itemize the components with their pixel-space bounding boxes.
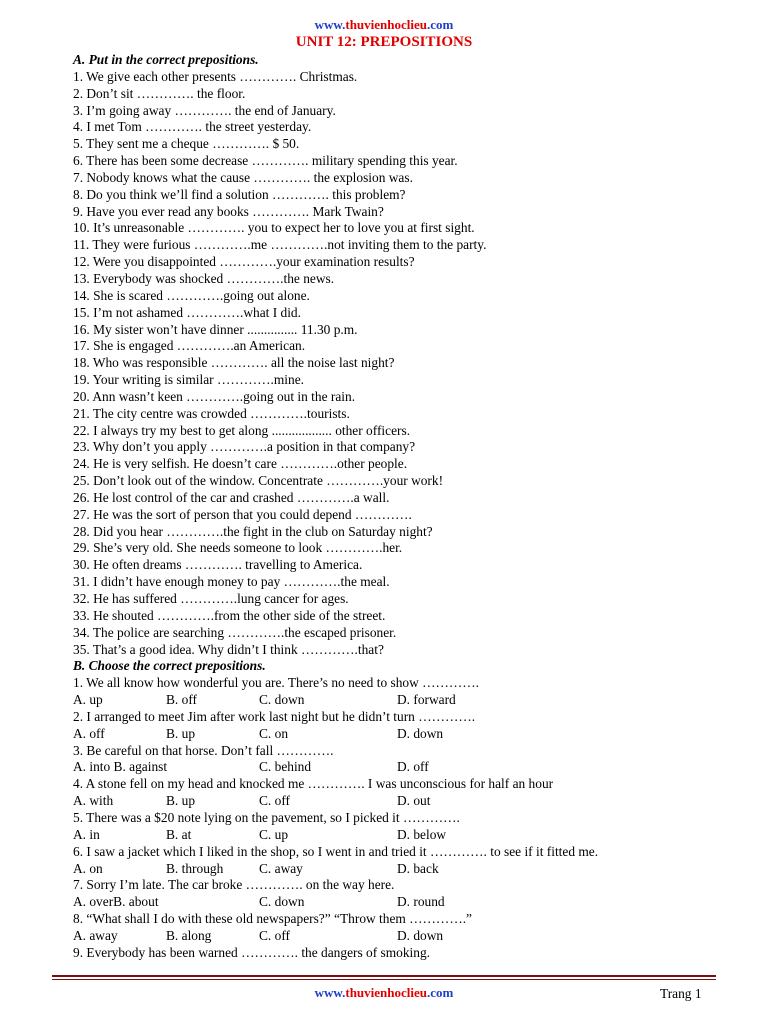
option-c: C. on [259, 725, 289, 741]
header-url-suffix: .com [426, 17, 454, 32]
question-text: 8. “What shall I do with these old newspapers?” “Throw them ………….” [73, 911, 473, 927]
section-a-item: 26. He lost control of the car and crashed ………….a wall. [73, 489, 390, 505]
answer-options [73, 726, 723, 743]
section-a-item: 15. I’m not ashamed ………….what I did. [73, 304, 301, 320]
section-a-item: 27. He was the sort of person that you could depend …………. [73, 506, 412, 522]
section-a-item: 10. It’s unreasonable …………. you to expect her to love you at first sight. [73, 220, 475, 236]
section-a-item: 31. I didn’t have enough money to pay ………….the meal. [73, 574, 390, 590]
option-a-b: A. overB. about [73, 894, 159, 910]
footer-divider-thin [52, 979, 716, 980]
question-text: 7. Sorry I’m late. The car broke …………. on the way here. [73, 877, 395, 893]
section-a-item: 19. Your writing is similar ………….mine. [73, 372, 304, 388]
option-c: C. off [259, 927, 290, 943]
answer-options [73, 793, 723, 810]
section-a-item: 11. They were furious ………….me ………….not inviting them to the party. [73, 237, 487, 253]
question-text: 4. A stone fell on my head and knocked me …………. I was unconscious for half an hour [73, 776, 554, 792]
option-d: D. down [397, 927, 444, 943]
section-a-item: 8. Do you think we’ll find a solution …………. this problem? [73, 186, 406, 202]
option-b: B. through [166, 860, 224, 876]
header-url-domain: thuvienhoclieu [345, 17, 427, 32]
section-a-item: 32. He has suffered ………….lung cancer for ages. [73, 591, 349, 606]
section-a-item: 25. Don’t look out of the window. Concentrate ………….your work! [73, 473, 444, 489]
section-a-heading: A. Put in the correct prepositions. [73, 52, 259, 67]
answer-options [73, 759, 723, 776]
option-b: B. off [166, 692, 197, 708]
section-b-heading: B. Choose the correct prepositions. [73, 658, 266, 674]
section-a-item: 17. She is engaged ………….an American. [73, 338, 306, 354]
question-text: 5. There was a $20 note lying on the pavement, so I picked it …………. [73, 809, 460, 825]
section-a-item: 16. My sister won’t have dinner ............... 11.30 p.m. [73, 321, 358, 337]
option-d: D. down [397, 725, 444, 741]
footer-divider [52, 975, 716, 977]
option-c: C. up [259, 826, 289, 842]
section-a-item: 2. Don’t sit …………. the floor. [73, 85, 246, 101]
option-a: A. in [73, 826, 100, 842]
section-a-item: 22. I always try my best to get along .................. other officers. [73, 422, 411, 438]
question-text: 2. I arranged to meet Jim after work last night but he didn’t turn …………. [73, 708, 476, 724]
section-a-item: 4. I met Tom …………. the street yesterday. [73, 119, 312, 135]
section-a-item: 21. The city centre was crowded ………….tourists. [73, 405, 350, 421]
option-a: A. on [73, 860, 103, 876]
answer-options [73, 894, 723, 911]
question-text: 1. We all know how wonderful you are. There’s no need to show …………. [73, 675, 480, 691]
option-d: D. round [397, 894, 445, 910]
option-d: D. out [397, 793, 431, 809]
section-a-item: 34. The police are searching ………….the escaped prisoner. [73, 624, 397, 640]
section-a-item: 5. They sent me a cheque …………. $ 50. [73, 136, 300, 152]
section-a-item: 18. Who was responsible …………. all the noise last night? [73, 355, 395, 371]
page-title: UNIT 12: PREPOSITIONS [295, 34, 473, 50]
section-a-item: 29. She’s very old. She needs someone to look ………….her. [73, 540, 403, 556]
option-d: D. off [397, 759, 429, 775]
section-a-item: 12. Were you disappointed ………….your examination results? [73, 254, 415, 270]
section-a-item: 30. He often dreams …………. travelling to America. [73, 557, 363, 573]
section-a-item: 35. That’s a good idea. Why didn’t I think ………….that? [73, 641, 384, 657]
option-d: D. forward [397, 692, 456, 708]
question-text: 6. I saw a jacket which I liked in the shop, so I went in and tried it …………. to see if it fitted me. [73, 843, 599, 859]
section-a-item: 9. Have you ever read any books …………. Mark Twain? [73, 203, 384, 219]
section-a-item: 7. Nobody knows what the cause …………. the explosion was. [73, 169, 413, 185]
question-text: 3. Be careful on that horse. Don’t fall …………. [73, 742, 334, 758]
section-a-item: 20. Ann wasn’t keen ………….going out in the rain. [73, 388, 356, 404]
option-c: C. down [259, 692, 305, 708]
option-c: C. off [259, 793, 290, 809]
option-c: C. behind [259, 759, 312, 775]
section-a-item: 14. She is scared ………….going out alone. [73, 287, 310, 303]
section-a-item: 3. I’m going away …………. the end of January. [73, 102, 336, 118]
section-a-item: 28. Did you hear ………….the fight in the club on Saturday night? [73, 523, 433, 539]
option-a-b: A. into B. against [73, 759, 168, 775]
footer-url-prefix: www. [314, 985, 346, 1000]
footer-url-domain: thuvienhoclieu [345, 985, 427, 1000]
answer-options [73, 928, 723, 945]
option-b: B. along [166, 927, 212, 943]
option-c: C. away [259, 860, 303, 876]
option-d: D. below [397, 826, 447, 842]
section-a-item: 24. He is very selfish. He doesn’t care ………….other people. [73, 456, 408, 472]
option-a: A. up [73, 692, 103, 708]
section-a-item: 6. There has been some decrease …………. military spending this year. [73, 153, 458, 169]
section-a-item: 13. Everybody was shocked ………….the news. [73, 270, 335, 286]
header-url-prefix: www. [314, 17, 346, 32]
worksheet-body [73, 52, 723, 962]
page-number: Trang 1 [660, 986, 702, 1001]
option-a: A. away [73, 927, 118, 943]
option-a: A. off [73, 725, 105, 741]
footer-url[interactable] [0, 984, 768, 1002]
option-c: C. down [259, 894, 305, 910]
option-a: A. with [73, 793, 114, 809]
option-b: B. up [166, 725, 196, 741]
answer-options [73, 692, 723, 709]
option-b: B. up [166, 793, 196, 809]
section-a-item: 33. He shouted ………….from the other side of the street. [73, 607, 386, 623]
answer-options [73, 861, 723, 878]
answer-options [73, 827, 723, 844]
section-a-item: 1. We give each other presents …………. Christmas. [73, 68, 358, 84]
option-d: D. back [397, 860, 439, 876]
section-a-item: 23. Why don’t you apply ………….a position in that company? [73, 439, 416, 455]
option-b: B. at [166, 826, 192, 842]
footer-url-suffix: .com [426, 985, 454, 1000]
question-text: 9. Everybody has been warned …………. the dangers of smoking. [73, 944, 431, 960]
